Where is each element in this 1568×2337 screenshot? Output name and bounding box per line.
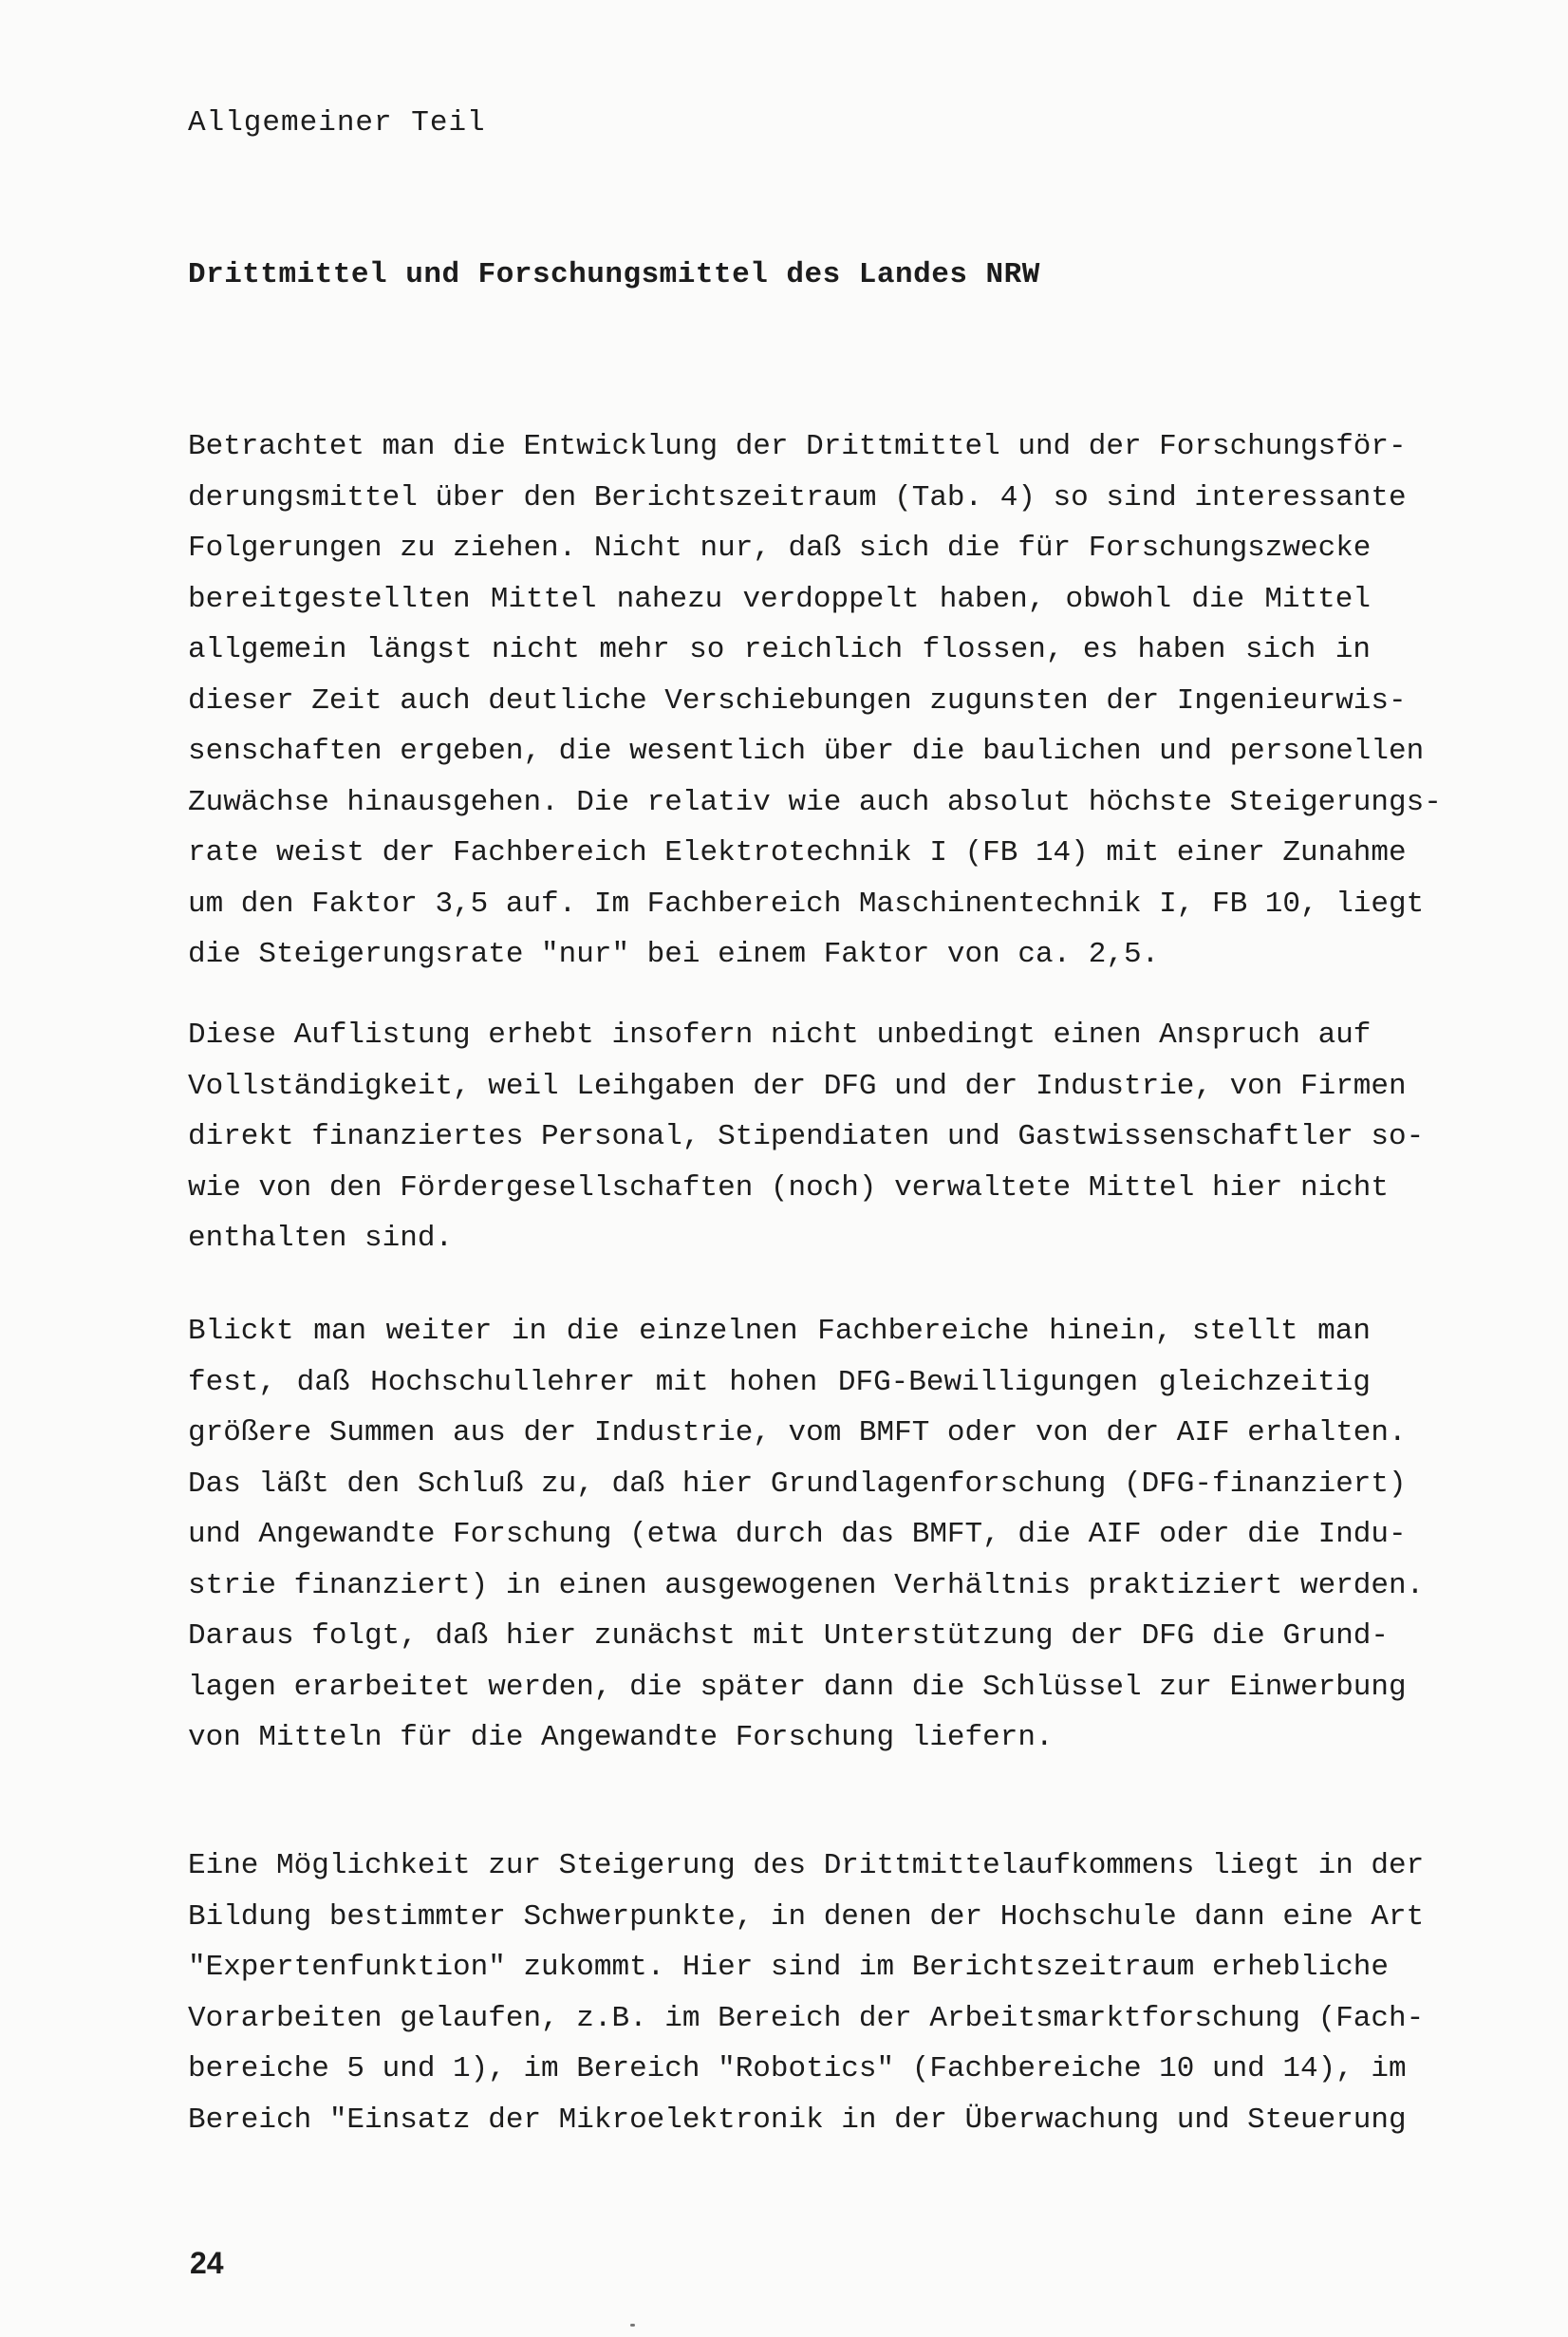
text-line: direkt finanziertes Personal, Stipendiaten und Gastwissenschaftler so- — [188, 1120, 1425, 1153]
scan-speck — [630, 2324, 635, 2327]
paragraph — [188, 1841, 1425, 2145]
text-line: wie von den Fördergesellschaften (noch) verwaltete Mittel hier nicht — [188, 1170, 1390, 1205]
page-number: 24 — [190, 2246, 224, 2280]
text-line: die Steigerungsrate "nur" bei einem Faktor von ca. 2,5. — [188, 938, 1160, 971]
text-line: "Expertenfunktion" zukommt. Hier sind im Berichtszeitraum erhebliche — [188, 1951, 1390, 1984]
text-line: allgemein längst nicht mehr so reichlich flossen, es haben sich in — [188, 633, 1371, 666]
text-line: Vorarbeiten gelaufen, z.B. im Bereich der Arbeitsmarktforschung (Fach- — [188, 2001, 1425, 2035]
text-line: derungsmittel über den Berichtszeitraum (Tab. 4) so sind interessante — [188, 480, 1407, 514]
paragraph — [188, 1010, 1425, 1264]
text-line: Zuwächse hinausgehen. Die relativ wie auch absolut höchste Steigerungs- — [188, 785, 1442, 819]
text-line: um den Faktor 3,5 auf. Im Fachbereich Maschinentechnik I, FB 10, liegt — [188, 887, 1425, 921]
text-line: Bereich "Einsatz der Mikroelektronik in der Überwachung und Steuerung — [188, 2103, 1407, 2137]
text-line: enthalten sind. — [188, 1222, 454, 1255]
text-line: Eine Möglichkeit zur Steigerung des Drittmittelaufkommens liegt in der — [188, 1849, 1425, 1882]
text-line: und Angewandte Forschung (etwa durch das BMFT, die AIF oder die Indu- — [188, 1518, 1407, 1551]
section-title: Drittmittel und Forschungsmittel des Landes NRW — [188, 258, 1040, 291]
paragraph — [188, 1306, 1425, 1764]
text-line: bereiche 5 und 1), im Bereich "Robotics" (Fachbereiche 10 und 14), im — [188, 2052, 1407, 2085]
text-line: Daraus folgt, daß hier zunächst mit Unterstützung der DFG die Grund- — [188, 1619, 1390, 1653]
text-line: lagen erarbeitet werden, die später dann die Schlüssel zur Einwerbung — [188, 1670, 1407, 1704]
text-line: fest, daß Hochschullehrer mit hohen DFG-Bewilligungen gleichzeitig — [188, 1365, 1371, 1399]
text-line: Bildung bestimmter Schwerpunkte, in denen der Hochschule dann eine Art — [188, 1899, 1425, 1934]
text-line: bereitgestellten Mittel nahezu verdoppelt haben, obwohl die Mittel — [188, 582, 1371, 616]
text-line: Blickt man weiter in die einzelnen Fachbereiche hinein, stellt man — [188, 1315, 1371, 1348]
text-line: senschaften ergeben, die wesentlich über die baulichen und personellen — [188, 735, 1425, 768]
text-line: größere Summen aus der Industrie, vom BMFT oder von der AIF erhalten. — [188, 1416, 1407, 1449]
text-line: Folgerungen zu ziehen. Nicht nur, daß sich die für Forschungszwecke — [188, 532, 1372, 565]
text-line: strie finanziert) in einen ausgewogenen Verhältnis praktiziert werden. — [188, 1568, 1425, 1602]
text-line: dieser Zeit auch deutliche Verschiebungen zugunsten der Ingenieurwis- — [188, 683, 1407, 718]
text-line: Vollständigkeit, weil Leihgaben der DFG und der Industrie, von Firmen — [188, 1069, 1407, 1103]
text-line: von Mitteln für die Angewandte Forschung liefern. — [188, 1721, 1054, 1754]
text-line: Diese Auflistung erhebt insofern nicht unbedingt einen Anspruch auf — [188, 1019, 1372, 1052]
running-head: Allgemeiner Teil — [188, 106, 486, 140]
text-line: rate weist der Fachbereich Elektrotechnik I (FB 14) mit einer Zunahme — [188, 836, 1407, 869]
text-line: Betrachtet man die Entwicklung der Drittmittel und der Forschungsför- — [188, 430, 1407, 463]
paragraph — [188, 421, 1442, 981]
text-line: Das läßt den Schluß zu, daß hier Grundlagenforschung (DFG-finanziert) — [188, 1467, 1407, 1501]
